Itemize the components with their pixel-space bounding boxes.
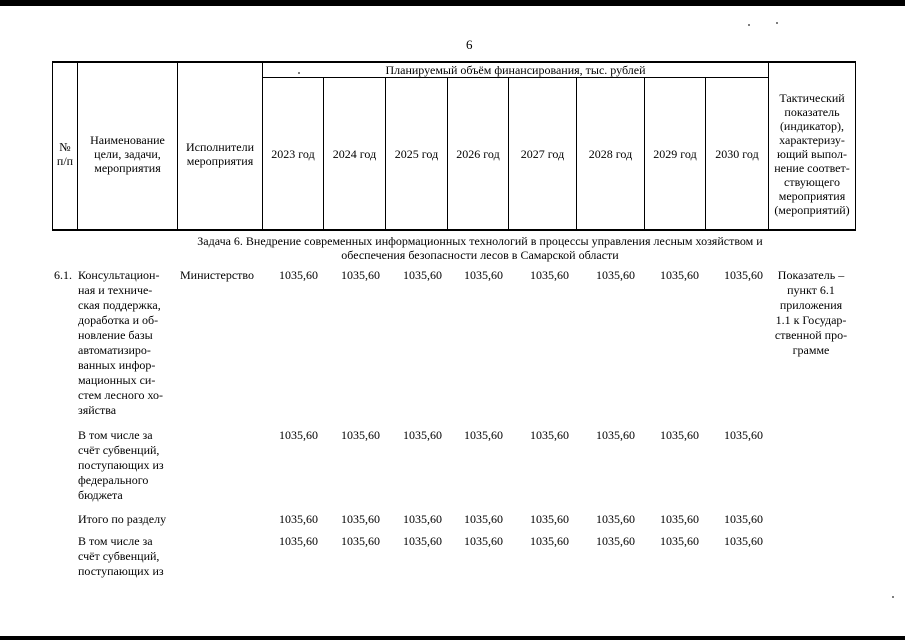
header-financing-group: Планируемый объём финансирования, тыс. рублей [385, 62, 646, 77]
header-num: № п/п [56, 140, 74, 168]
value-cell: 1035,60 [279, 268, 318, 282]
value-cell: 1035,60 [596, 428, 635, 442]
value-cell: 1035,60 [403, 534, 442, 548]
scan-top-border [0, 0, 905, 6]
page-number: 6 [466, 37, 473, 52]
header-year: 2023 год [271, 147, 315, 161]
value-cell: 1035,60 [724, 534, 763, 548]
scan-speck [776, 22, 778, 24]
header-year: 2026 год [456, 147, 500, 161]
value-cell: 1035,60 [530, 268, 569, 282]
row-name: В том числе за счёт субвенций, поступающих из федерального бюджета [78, 428, 164, 502]
header-year: 2025 год [394, 147, 439, 161]
value-cell: 1035,60 [660, 428, 699, 442]
header-year: 2024 год [332, 147, 377, 161]
header-year: 2028 год [588, 147, 633, 161]
value-cell: 1035,60 [724, 268, 763, 282]
value-cell: 1035,60 [403, 428, 442, 442]
value-cell: 1035,60 [464, 512, 503, 526]
value-cell: 1035,60 [341, 512, 380, 526]
value-cell: 1035,60 [464, 534, 503, 548]
scan-speck [748, 24, 750, 26]
value-cell: 1035,60 [279, 428, 318, 442]
row-name: Итого по разделу [78, 512, 167, 526]
value-cell: 1035,60 [464, 268, 503, 282]
row-executor: Министерство [180, 268, 254, 282]
header-year: 2029 год [653, 147, 697, 161]
row-indicator: Показатель – пункт 6.1 приложения 1.1 к Государ- ственной про- грамме [774, 268, 848, 357]
value-cell: 1035,60 [724, 512, 763, 526]
scan-speck [298, 72, 300, 74]
section-title: Задача 6. Внедрение современных информационных технологий в процессы управления лесным хозяйством и обеспечения безопасности лесов в Самарской области [197, 234, 763, 262]
row-name: В том числе за счёт субвенций, поступающих из [78, 534, 164, 578]
value-cell: 1035,60 [341, 268, 380, 282]
value-cell: 1035,60 [530, 428, 569, 442]
header-executor: Исполнители мероприятия [185, 140, 255, 168]
scan-speck [892, 596, 894, 598]
value-cell: 1035,60 [403, 512, 442, 526]
row-name: Консультацион- ная и техниче- ская поддержка, доработка и об- новление базы автоматизиро- ванных инфор- мационных си- стем лесного хо- зяйства [78, 268, 164, 417]
value-cell: 1035,60 [660, 268, 699, 282]
value-cell: 1035,60 [724, 428, 763, 442]
value-cell: 1035,60 [660, 534, 699, 548]
scan-bottom-border [0, 636, 905, 640]
value-cell: 1035,60 [279, 534, 318, 548]
header-bottom-border [52, 229, 856, 231]
value-cell: 1035,60 [341, 534, 380, 548]
header-year: 2027 год [520, 147, 565, 161]
value-cell: 1035,60 [341, 428, 380, 442]
value-cell: 1035,60 [530, 512, 569, 526]
header-year: 2030 год [715, 147, 759, 161]
value-cell: 1035,60 [530, 534, 569, 548]
header-name: Наименование цели, задачи, мероприятия [90, 133, 165, 175]
row-number: 6.1. [54, 268, 72, 282]
group-title-divider [262, 77, 768, 78]
header-indicator: Тактический показатель (индикатор), характеризу- ющий выпол- нение соответ- ствующего мероприятия (мероприятий) [774, 91, 850, 217]
value-cell: 1035,60 [596, 534, 635, 548]
table-header [52, 61, 856, 231]
col-divider [855, 61, 856, 231]
value-cell: 1035,60 [660, 512, 699, 526]
value-cell: 1035,60 [596, 512, 635, 526]
value-cell: 1035,60 [279, 512, 318, 526]
value-cell: 1035,60 [464, 428, 503, 442]
value-cell: 1035,60 [403, 268, 442, 282]
value-cell: 1035,60 [596, 268, 635, 282]
